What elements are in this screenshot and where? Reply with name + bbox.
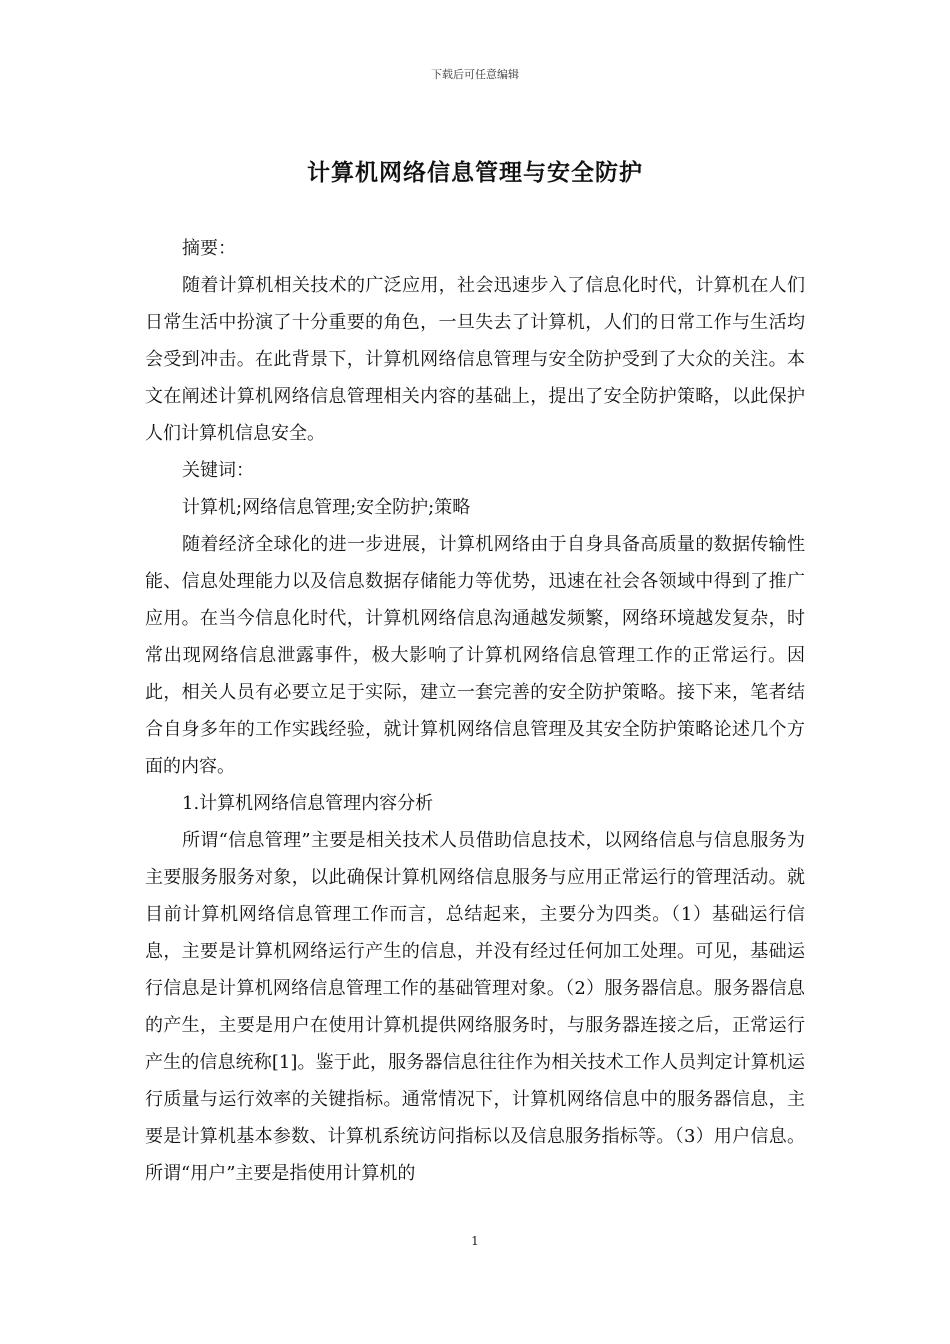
section-paragraph-1: 所谓“信息管理”主要是相关技术人员借助信息技术，以网络信息与信息服务为主要服务服务对象，以此确保计算机网络信息服务与应用正常运行的管理活动。就目前计算机网络信息管理工作而言，总结起来，主要分为四类。（1）基础运行信息，主要是计算机网络运行产生的信息，并没有经过任何加工处理。可见，基础运行信息是计算机网络信息管理工作的基础管理对象。（2）服务器信息。服务器信息的产生，主要是用户在使用计算机提供网络服务时，与服务器连接之后，正常运行产生的信息统称[1]。鉴于此，服务器信息往往作为相关技术工作人员判定计算机运行质量与运行效率的关键指标。通常情况下，计算机网络信息中的服务器信息，主要是计算机基本参数、计算机系统访问指标以及信息服务指标等。（3）用户信息。所谓“用户”主要是指使用计算机的 <box>145 830 805 1184</box>
document-body <box>145 230 805 1192</box>
abstract-heading: 摘要： <box>182 238 236 259</box>
page-header: 下载后可任意编辑 <box>431 68 519 81</box>
intro-paragraph: 随着经济全球化的进一步进展，计算机网络由于自身具备高质量的数据传输性能、信息处理能力以及信息数据存储能力等优势，迅速在社会各领域中得到了推广应用。在当今信息化时代，计算机网络信息沟通越发频繁，网络环境越发复杂，时常出现网络信息泄露事件，极大影响了计算机网络信息管理工作的正常运行。因此，相关人员有必要立足于实际，建立一套完善的安全防护策略。接下来，笔者结合自身多年的工作实践经验，就计算机网络信息管理及其安全防护策略论述几个方面的内容。 <box>145 534 805 777</box>
keywords-heading: 关键词： <box>182 460 254 481</box>
abstract-paragraph: 随着计算机相关技术的广泛应用，社会迅速步入了信息化时代，计算机在人们日常生活中扮演了十分重要的角色，一旦失去了计算机，人们的日常工作与生活均会受到冲击。在此背景下，计算机网络信息管理与安全防护受到了大众的关注。本文在阐述计算机网络信息管理相关内容的基础上，提出了安全防护策略，以此保护人们计算机信息安全。 <box>145 275 805 444</box>
page-number: 1 <box>471 1234 479 1248</box>
section-heading-1: 1.计算机网络信息管理内容分析 <box>182 793 434 814</box>
keywords-list: 计算机;网络信息管理;安全防护;策略 <box>182 497 471 518</box>
document-title: 计算机网络信息管理与安全防护 <box>307 159 643 186</box>
